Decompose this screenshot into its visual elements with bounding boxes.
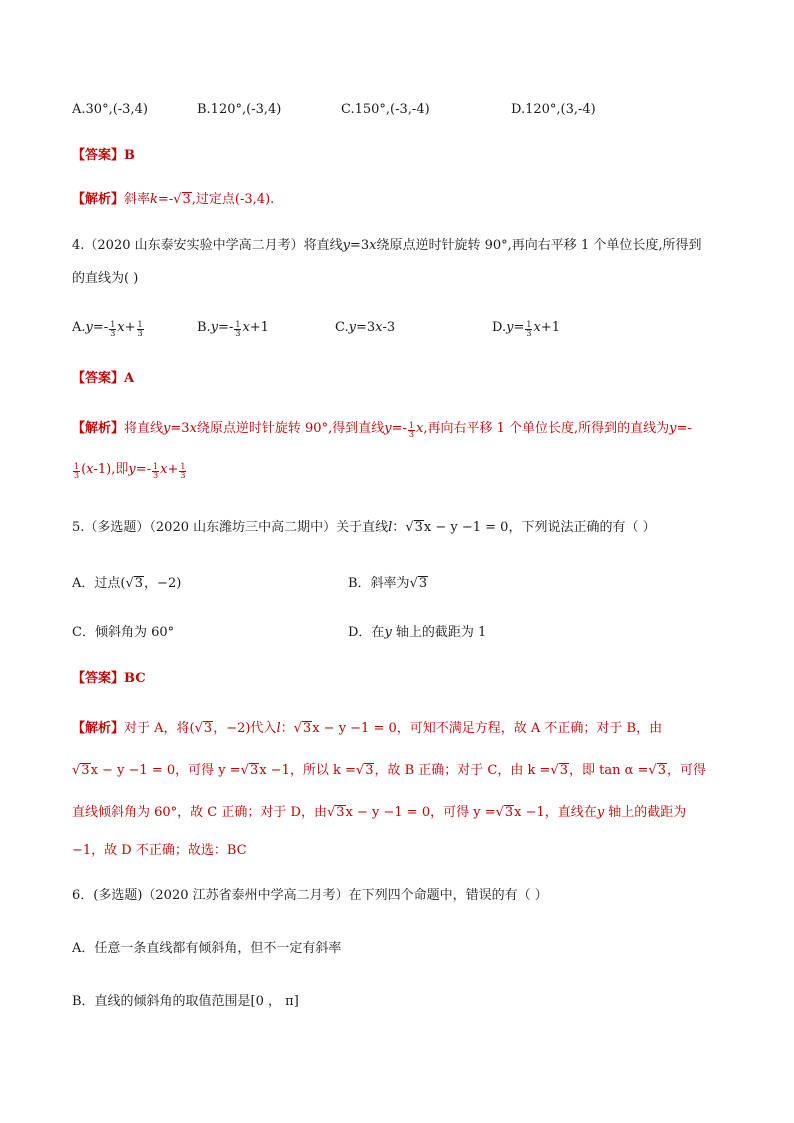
q5-option-a: A．过点(√3，−2) — [72, 576, 182, 591]
q4-analysis-line1: 【解析】将直线y=3x绕原点逆时针旋转 90°,得到直线y=- $\frac{1}{3}$ x,再向右平移 1 个单位长度,所得到的直线为y=- — [72, 421, 692, 439]
q3-option-d: D.120°,(3,-4) — [511, 102, 596, 117]
q5-stem: 5.（多选题）（2020 山东潍坊三中高二期中）关于直线l：√3x − y −1 = 0，下列说法正确的有（ ） — [72, 520, 656, 535]
sqrt-expression: √3 — [72, 763, 90, 778]
q5-analysis-line2: √3x − y −1 = 0，可得 y =√3x −1，所以 k =√3，故 B 正确；对于 C，由 k =√3，即 tan α =√3，可得 — [72, 763, 706, 778]
sqrt-expression: √3 — [326, 805, 345, 820]
q4-stem-line2: 的直线为( ) — [72, 271, 139, 286]
fraction: $\frac{1}{3}$ — [408, 421, 414, 439]
q5-answer: 【答案】BC — [72, 671, 146, 686]
q4-option-c: C.y=3x-3 — [335, 320, 396, 335]
analysis-tag: 【解析】 — [72, 421, 125, 436]
q6-option-a: A．任意一条直线都有倾斜角，但不一定有斜率 — [72, 941, 342, 956]
fraction: $\frac{1}{3}$ — [74, 462, 80, 480]
q6-option-b: B．直线的倾斜角的取值范围是[0 ， π] — [72, 994, 299, 1009]
sqrt-expression: √3 — [405, 520, 423, 535]
sqrt-expression: √3 — [173, 192, 191, 207]
sqrt-expression: √3 — [409, 576, 428, 591]
sqrt-expression: √3 — [550, 763, 568, 778]
q5-analysis-line4: −1，故 D 不正确；故选：BC — [72, 843, 247, 858]
sqrt-expression: √3 — [194, 721, 213, 736]
fraction: $\frac{1}{3}$ — [110, 320, 116, 338]
q5-option-c: C．倾斜角为 60° — [72, 625, 175, 640]
sqrt-expression: √3 — [648, 763, 666, 778]
fraction: $\frac{1}{3}$ — [137, 320, 143, 338]
q5-option-d: D．在y 轴上的截距为 1 — [348, 625, 487, 640]
q4-option-a: A.y=- $\frac{1}{3}$ x+ $\frac{1}{3}$ — [72, 320, 143, 338]
fraction: $\frac{1}{3}$ — [526, 320, 532, 338]
q4-analysis-line2: $\frac{1}{3}$ (x-1),即y=- $\frac{1}{3}$ x+ $\frac{1}{3}$ — [74, 462, 186, 480]
q5-option-b: B．斜率为√3 — [348, 576, 428, 591]
sqrt-expression: √3 — [355, 763, 374, 778]
q4-option-d: D.y= $\frac{1}{3}$ x+1 — [492, 320, 560, 338]
analysis-tag: 【解析】 — [72, 192, 125, 207]
q4-answer: 【答案】A — [72, 371, 135, 386]
fraction: $\frac{1}{3}$ — [153, 462, 159, 480]
fraction: $\frac{1}{3}$ — [180, 462, 186, 480]
sqrt-expression: √3 — [495, 805, 514, 820]
q3-option-c: C.150°,(-3,-4) — [341, 102, 430, 117]
q6-stem: 6．(多选题)（2020 江苏省泰州中学高二月考）在下列四个命题中，错误的有（ ） — [72, 888, 548, 903]
q3-answer: 【答案】B — [72, 148, 135, 163]
q4-stem-line1: 4.（2020 山东泰安实验中学高二月考）将直线y=3x绕原点逆时针旋转 90°,再向右平移 1 个单位长度,所得到 — [72, 238, 702, 253]
q5-analysis-line3: 直线倾斜角为 60°，故 C 正确；对于 D，由√3x − y −1 = 0，可得 y =√3x −1，直线在y 轴上的截距为 — [72, 805, 687, 820]
sqrt-expression: √3 — [293, 721, 312, 736]
q3-option-b: B.120°,(-3,4) — [197, 102, 282, 117]
q5-analysis-line1: 【解析】对于 A，将(√3，−2)代入l：√3x − y −1 = 0，可知不满足方程，故 A 不正确；对于 B，由 — [72, 721, 663, 736]
sqrt-expression: √3 — [240, 763, 259, 778]
fraction: $\frac{1}{3}$ — [235, 320, 241, 338]
q3-analysis: 【解析】斜率k=-√3,过定点(-3,4). — [72, 192, 275, 207]
sqrt-expression: √3 — [125, 576, 144, 591]
q4-option-b: B.y=- $\frac{1}{3}$ x+1 — [197, 320, 269, 338]
analysis-tag: 【解析】 — [72, 721, 125, 736]
q3-option-a: A.30°,(-3,4) — [72, 102, 148, 117]
